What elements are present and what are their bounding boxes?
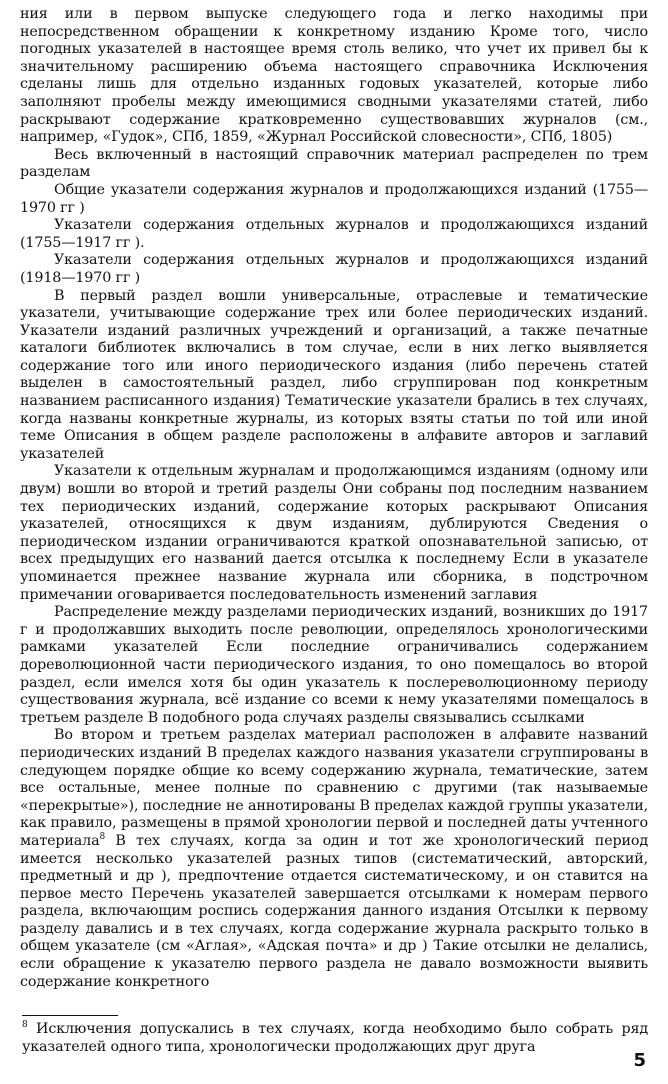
paragraph-section-3: Указатели содержания отдельных журналов и продолжающихся изданий (1918—1970 гг ) xyxy=(20,252,648,286)
footnote-text: Исключения допускались в тех случаях, когда необходимо было собрать ряд указателей одного типа, хронологически продолжающих друг друга xyxy=(22,1021,648,1055)
paragraph-section-1: Общие указатели содержания журналов и продолжающихся изданий (1755—1970 гг ) xyxy=(20,181,648,216)
footnote-divider xyxy=(22,1015,118,1016)
footnote-text-line xyxy=(22,1021,648,1056)
page-body xyxy=(20,6,648,991)
paragraph-section-2: Указатели содержания отдельных журналов и продолжающихся изданий (1755—1917 гг ). xyxy=(20,217,648,251)
page-number: 5 xyxy=(633,1050,646,1071)
footnote-marker: 8 xyxy=(22,1020,28,1031)
footnote-reference: 8 xyxy=(99,832,106,843)
paragraph-arrangement xyxy=(20,727,648,991)
paragraph-first-section: В первый раздел вошли универсальные, отраслевые и тематические указатели, учитывающие содержание трех или более периодических изданий. Указатели изданий различных учреждений и организаций, а также печатные каталоги библиотек включались в том случае, если в них легко выявляется содержание того или иного периодического издания (либо перечень статей выделен в самостоятельный раздел, либо сгруппирован под конкретным названием расписанного издания) Тематические указатели брались в тех случаях, когда названы конкретные журналы, из которых взяты статьи по той или иной теме Описания в общем разделе расположены в алфавите авторов и заглавий указателей xyxy=(20,287,648,462)
paragraph-individual-journals: Указатели к отдельным журналам и продолжающимся изданиям (одному или двум) вошли во второй и третий разделы Они собраны под последним названием тех периодических изданий, содержание которых раскрывают Описания указателей, относящихся к двум изданиям, дублируются Сведения о периодическом издании ограничиваются краткой опознавательной записью, от всех предыдущих его названий дается отсылка к последнему Если в указателе упоминается прежнее название журнала или сборника, в подстрочном примечании оговаривается последовательность изменений заглавия xyxy=(20,463,648,603)
paragraph-sections-lead: Весь включенный в настоящий справочник материал распределен по трем разделам xyxy=(20,146,648,181)
footnote xyxy=(22,1021,648,1056)
paragraph-intro: ния или в первом выпуске следующего года и легко находимы при непосредственном обращении к конкретному изданию Кроме того, число погодных указателей в настоящее время столь велико, что учет их привел бы к значительному расширению объема настоящего справочника Исключения сделаны лишь для отдельно изданных годовых указателей, которые либо заполняют пробелы между имеющимися сводными указателями статей, либо раскрывают содержание кратковременно существовавших журналов (см., например, «Гудок», СПб, 1859, «Журнал Российской словесности», СПб, 1805) xyxy=(20,6,648,146)
paragraph-distribution: Распределение между разделами периодических изданий, возникших до 1917 г и продолжавших выходить после революции, определялось хронологическими рамками указателей Если последние ограничивались содержанием дореволюционной части периодического издания, то оно помещалось во второй раздел, если имелся хотя бы один указатель к послереволюционному периоду существования журнала, всё издание со всеми к нему указателями помещалось в третьем разделе В подобного рода случаях разделы связывались ссылками xyxy=(20,604,648,726)
paragraph-arrangement-continued: В тех случаях, когда за один и тот же хронологический период имеется несколько указателей разных типов (систематический, авторский, предметный и др ), предпочтение отдается систематическому, и он ставится на первое место Перечень указателей завершается отсылками к номерам первого раздела, включающим роспись содержания данного издания Отсылки к первому разделу давались и в тех случаях, когда содержание журнала раскрыто только в общем указателе (см «Аглая», «Адская почта» и др ) Такие отсылки не делались, если обращение к указателю первого раздела не давало возможности выявить содержание конкретного xyxy=(20,832,648,990)
paragraph-arrangement-text: Во втором и третьем разделах материал расположен в алфавите названий периодических изданий В пределах каждого названия указатели сгруппированы в следующем порядке общие ко всему содержанию журнала, тематические, затем все остальные, менее полные по сравнению с другими (так называемые «перекрытые»), последние не аннотированы В пределах каждой группы указатели, как правило, размещены в прямой хронологии первой и последней даты учтенного материала xyxy=(20,727,648,849)
